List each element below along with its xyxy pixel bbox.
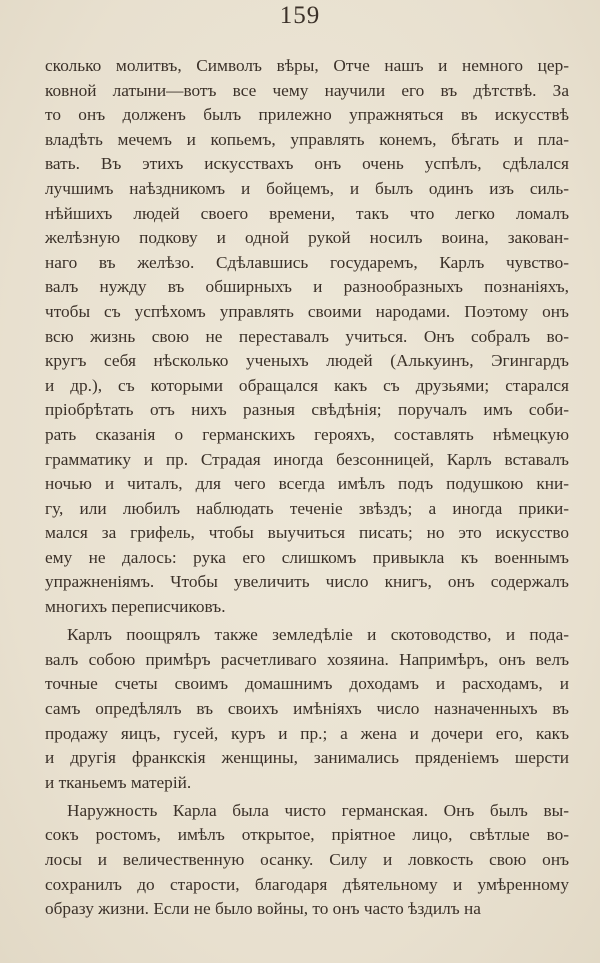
text-line: всю жизнь свою не переставалъ учиться. Онъ собралъ во- (45, 326, 569, 346)
text-line: рать сказанія о германскихъ герояхъ, составлять нѣмецкую (45, 424, 569, 444)
text-line: ему не далось: рука его слишкомъ привыкла къ военнымъ (45, 547, 569, 567)
text-line: лосы и величественную осанку. Силу и ловкость свою онъ (45, 850, 569, 869)
text-line: образу жизни. Если не было войны, то онъ часто ѣздилъ на (45, 899, 481, 919)
text-line: мался за грифель, чтобы выучиться писать; но это искусство (45, 523, 569, 543)
text-line: пріобрѣтать отъ нихъ разныя свѣдѣнія; поручалъ имъ соби- (45, 400, 569, 420)
text-line: чтобы съ успѣхомъ управлять своими народами. Поэтому онъ (45, 301, 569, 321)
text-line: вать. Въ этихъ искусствахъ онъ очень успѣлъ, сдѣлался (45, 154, 569, 174)
text-line: Наружность Карла была чисто германская. Онъ былъ вы- (67, 800, 569, 820)
page-number: 159 (279, 2, 321, 29)
text-line: и др.), съ которыми обращался какъ съ друзьями; старался (45, 375, 569, 395)
text-line: упражненіямъ. Чтобы увеличить число книгъ, онъ содержалъ (45, 572, 569, 592)
text-line: ночью и читалъ, для чего всегда имѣлъ подъ подушкою кни- (45, 474, 569, 494)
text-line: Карлъ поощрялъ также земледѣліе и скотоводство, и пода- (67, 625, 569, 645)
text-line: кругъ себя нѣсколько ученыхъ людей (Алькуинъ, Эгингардъ (45, 351, 569, 371)
text-line: и тканьемъ матерій. (45, 772, 192, 792)
text-line: нѣйшихъ людей своего времени, такъ что легко ломалъ (45, 203, 569, 223)
text-line: владѣть мечемъ и копьемъ, управлять конемъ, бѣгать и пла- (45, 129, 569, 149)
text-line: сокъ ростомъ, имѣлъ открытое, пріятное лицо, свѣтлые во- (45, 825, 569, 845)
text-line: валъ собою примѣръ расчетливаго хозяина. Напримѣръ, онъ велъ (45, 649, 569, 669)
text-line: сколько молитвъ, Символъ вѣры, Отче нашъ и немного цер- (45, 56, 569, 75)
text-line: продажу яицъ, гусей, куръ и пр.; а жена и дочери его, какъ (45, 723, 569, 743)
text-line: ковной латыни—вотъ все чему научили его въ дѣтствѣ. За (45, 80, 569, 100)
text-line: гу, или любилъ наблюдать теченіе звѣздъ; а иногда прики- (45, 498, 569, 518)
text-line: лучшимъ наѣздникомъ и бойцемъ, и былъ одинъ изъ силь- (45, 178, 569, 198)
page-body-text (45, 54, 569, 925)
text-line: наго въ желѣзо. Сдѣлавшись государемъ, Карлъ чувство- (45, 252, 569, 272)
text-line: самъ опредѣлялъ въ своихъ имѣніяхъ число назначенныхъ въ (45, 698, 569, 718)
text-line: и другія франкскія женщины, занимались пряденіемъ шерсти (45, 748, 569, 768)
paragraph (45, 623, 569, 795)
text-line: то онъ долженъ былъ прилежно упражняться въ искусствѣ (45, 105, 569, 125)
text-line: желѣзную подкову и одной рукой носилъ воина, закован- (45, 228, 569, 248)
text-line: многихъ переписчиковъ. (45, 597, 226, 617)
paragraph (45, 799, 569, 922)
text-line: точные счеты своимъ домашнимъ доходамъ и расходамъ, и (45, 674, 569, 694)
text-line: сохранилъ до старости, благодаря дѣятельному и умѣренному (45, 874, 569, 894)
paragraph (45, 54, 569, 620)
text-line: валъ нужду въ обширныхъ и разнообразныхъ познаніяхъ, (45, 277, 569, 297)
text-line: грамматику и пр. Страдая иногда безсонницей, Карлъ вставалъ (45, 449, 569, 469)
